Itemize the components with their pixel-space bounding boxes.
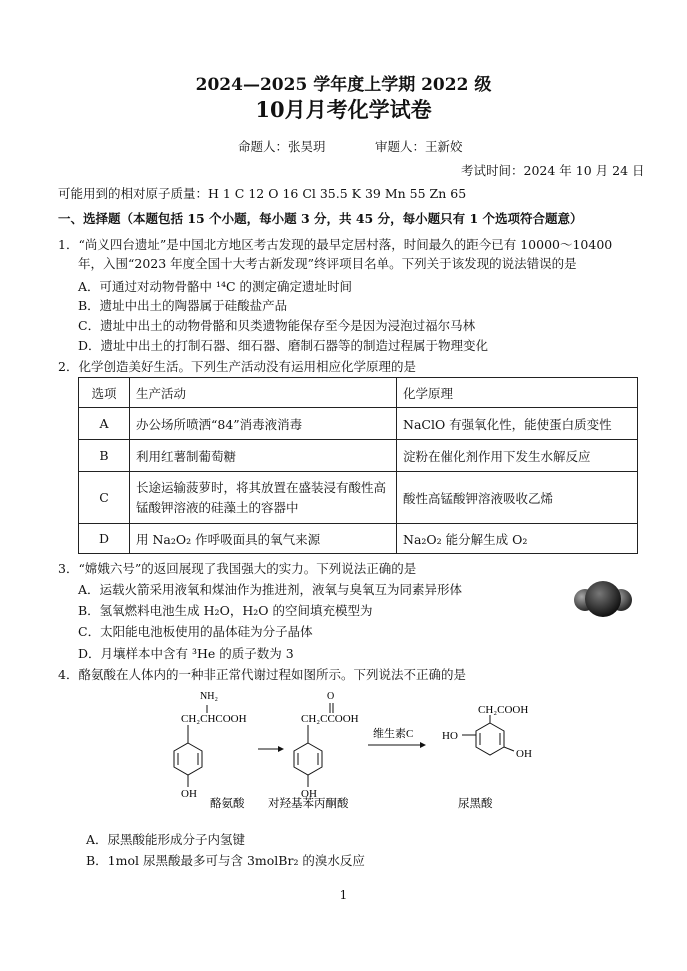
q1-stem-line1: 1．“尚义四台遗址”是中国北方地区考古发现的最早定居村落，时间最久的距今已有 10000～10400 — [58, 237, 613, 252]
row-option: A — [79, 408, 130, 440]
setter: 命题人：张昊玥 — [238, 139, 326, 154]
q4-stem: 4．酪氨酸在人体内的一种非正常代谢过程如图所示。下列说法不正确的是 — [58, 667, 466, 682]
q2-table — [78, 377, 638, 554]
row-option: C — [79, 472, 130, 524]
svg-text:OH: OH — [516, 748, 532, 760]
row-principle: 酸性高锰酸钾溶液吸收乙烯 — [397, 472, 638, 524]
q1-option-d: D．遗址中出土的打制石器、细石器、磨制石器等的制造过程属于物理变化 — [78, 338, 489, 353]
svg-text:CH₂CCOOH: CH₂CCOOH — [301, 713, 359, 725]
exam-title-line2: 10月月考化学试卷 — [255, 97, 432, 122]
table-row — [79, 440, 638, 472]
svg-text:OH: OH — [181, 788, 197, 800]
svg-text:NH₂: NH₂ — [200, 691, 218, 702]
table-row — [79, 408, 638, 440]
tyrosine-metabolism-diagram — [140, 685, 580, 815]
page-number: 1 — [339, 888, 348, 902]
table-row — [79, 524, 638, 554]
row-activity: 长途运输菠萝时，将其放置在盛装浸有酸性高锰酸钾溶液的硅藻土的容器中 — [130, 472, 397, 524]
row-principle: NaClO 有强氧化性，能使蛋白质变性 — [397, 408, 638, 440]
label-hpp: 对羟基苯丙酮酸 — [268, 798, 349, 810]
svg-text:CH₂COOH: CH₂COOH — [478, 704, 529, 716]
water-space-filling-model — [572, 576, 634, 622]
table-header-activity: 生产活动 — [130, 378, 397, 408]
q3-stem: 3．“嫦娥六号”的返回展现了我国强大的实力。下列说法正确的是 — [58, 561, 417, 576]
svg-text:O: O — [327, 691, 335, 702]
row-activity: 办公场所喷洒“84”消毒液消毒 — [130, 408, 397, 440]
q1-option-c: C．遗址中出土的动物骨骼和贝类遗物能保存至今是因为浸泡过福尔马林 — [78, 318, 476, 333]
table-row — [79, 472, 638, 524]
q2-stem: 2．化学创造美好生活。下列生产活动没有运用相应化学原理的是 — [58, 359, 416, 374]
row-activity: 利用红薯制葡萄糖 — [130, 440, 397, 472]
table-header-option: 选项 — [79, 378, 130, 408]
label-tyrosine: 酪氨酸 — [210, 798, 245, 810]
exam-title-line1: 2024—2025 学年度上学期 2022 级 — [195, 75, 492, 95]
q3-option-d: D．月壤样本中含有 ³He 的质子数为 3 — [78, 646, 294, 661]
row-principle: 淀粉在催化剂作用下发生水解反应 — [397, 440, 638, 472]
row-activity: 用 Na₂O₂ 作呼吸面具的氧气来源 — [130, 524, 397, 554]
q3-option-a: A．运载火箭采用液氧和煤油作为推进剂，液氧与臭氧互为同素异形体 — [78, 582, 463, 597]
label-homogentisic-acid: 尿黑酸 — [458, 798, 493, 810]
svg-text:HO: HO — [442, 730, 458, 742]
reviewer: 审题人：王新姣 — [375, 139, 463, 154]
q3-option-b: B．氢氧燃料电池生成 H₂O，H₂O 的空间填充模型为 — [78, 603, 373, 618]
q1-option-b: B．遗址中出土的陶器属于硅酸盐产品 — [78, 298, 288, 313]
atomic-masses: 可能用到的相对原子质量：H 1 C 12 O 16 Cl 35.5 K 39 Mn 55 Zn 65 — [58, 186, 467, 201]
q1-stem-line2: 年，入围“2023 年度全国十大考古新发现”终评项目名单。下列关于该发现的说法错误的是 — [78, 256, 577, 271]
svg-text:OH: OH — [301, 788, 317, 800]
q4-option-a: A．尿黑酸能形成分子内氢键 — [86, 832, 246, 847]
arrow-label: 维生素C — [373, 728, 414, 740]
exam-time: 考试时间：2024 年 10 月 24 日 — [461, 163, 645, 178]
row-option: B — [79, 440, 130, 472]
row-option: D — [79, 524, 130, 554]
q3-option-c: C．太阳能电池板使用的晶体硅为分子晶体 — [78, 624, 313, 639]
q4-option-b: B．1mol 尿黑酸最多可与含 3molBr₂ 的溴水反应 — [86, 853, 365, 868]
section-heading: 一、选择题（本题包括 15 个小题，每小题 3 分，共 45 分，每小题只有 1 个选项符合题意） — [58, 211, 583, 226]
row-principle: Na₂O₂ 能分解生成 O₂ — [397, 524, 638, 554]
q1-option-a: A．可通过对动物骨骼中 ¹⁴C 的测定确定遗址时间 — [78, 279, 353, 294]
svg-text:CH₂CHCOOH: CH₂CHCOOH — [181, 713, 247, 725]
table-header-principle: 化学原理 — [397, 378, 638, 408]
